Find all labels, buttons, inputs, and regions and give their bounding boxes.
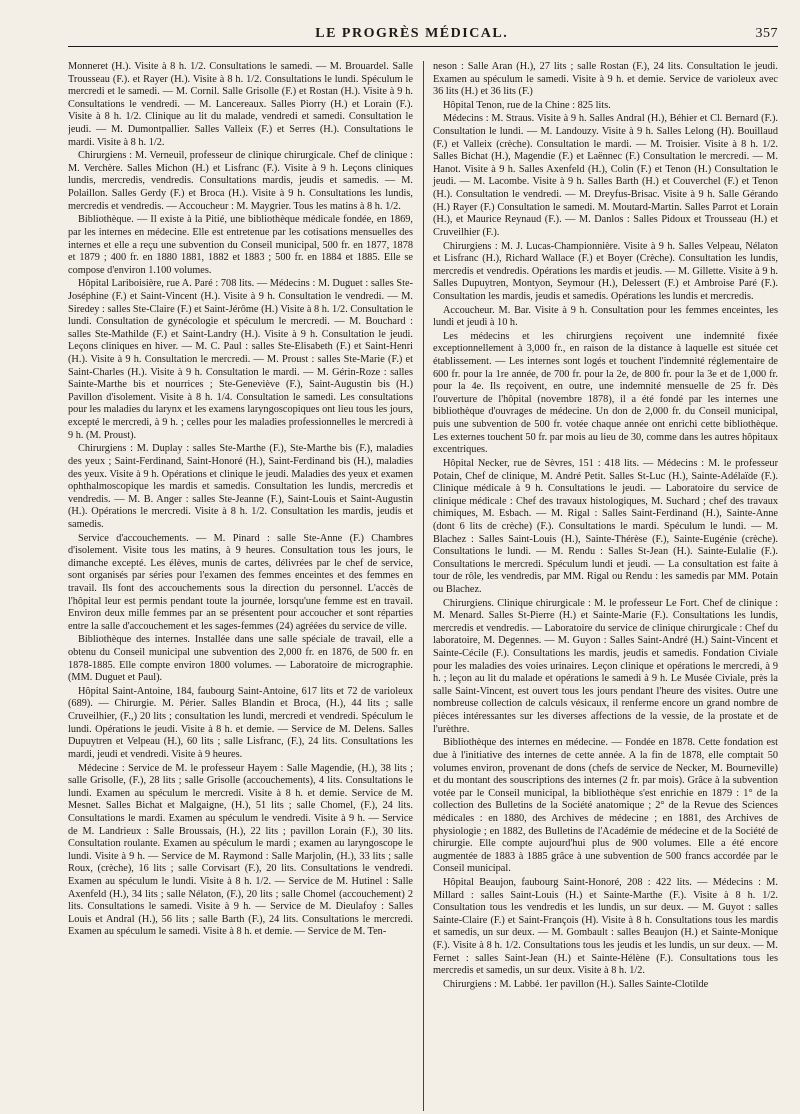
paragraph: Les médecins et les chirurgiens reçoivent une indemnité fixée exceptionnellement à 3,000 fr., en raison de la distance à laquelle est située cet établissement. — Les internes sont logés et touchent l'indemnité réglementaire de 600 fr. pour la 1re année, de 700 fr. pour la 2e, de 800 fr. pour la 3e et de 1,000 fr. pour la 4e. Ils reçoivent, en outre, une indemnité mensuelle de 25 fr. Dès l'ouverture de l'hôpital (novembre 1878), il a été fondé par les internes une bibliothèque d'ouvrages de médecine. Un don de 2,000 fr. du Conseil municipal, puis une subvention de 500 fr. votée chaque année ont enrichi cette bibliothèque. Les externes touchent 50 fr. par mois au lieu de 30, comme dans les autres hôpitaux excentriques. [433,330,778,456]
paragraph: Médecins : M. Straus. Visite à 9 h. Salles Andral (H.), Béhier et Cl. Bernard (F.). Consultation le lundi. — M. Landouzy. Visite à 9 h. Salles Lelong (H). Bouillaud (F.) et Valleix (crèche). Consultation le mardi. — M. Troisier. Visite à 8 h. 1/2. Salles Bichat (H.), Magendie (F.) et Laënnec (F.) Consultation le mercredi. — M. Hanot. Visite à 9 h. Salles Axenfeld (H.), Colin (F.) et Tenon (H.) Consultation le jeudi. — M. Lacombe. Visite à 9 h. Salles Barth (H.) et Couverchel (F.) et Tenon (H.). Consultation le vendredi. — M. Dreyfus-Brisac. Visite à 9 h. Salle Gérando (H.) Rayer (F.) Consultation le samedi. M. Moutard-Martin. Salles Parrot et Lorain (H.), et Maurice Reynaud (F.). — M. Danlos : Salles Pidoux et Trousseau (H.) et Cruveilhier (F.). [433,113,778,238]
right-column [423,61,778,1111]
page-number: 357 [755,26,778,41]
paragraph: Hôpital Beaujon, faubourg Saint-Honoré, 208 : 422 lits. — Médecins : M. Millard : salles Saint-Louis (H.) et Sainte-Marthe (F.). Visite à 8 h. 1/2. Consultation tous les vendredis et les lundis, un sur deux. — M. Guyot : salles Sainte-Claire (F.) et Saint-François (H). Visite à 8 h. Consultations tous les mardis et samedis, un sur deux. — M. Gombault : salles Beaujon (H.) et Sainte-Monique (F.). Visite à 8 h. 1/2. Consultations tous les jeudis et les lundis, un sur deux. — M. Fernet : salles Saint-Jean (H.) et Sainte-Hélène (F.). Consultations tous les mercredis et samedis, un sur deux. Visite à 8 h. 1/2. [433,877,778,977]
paragraph: neson : Salle Aran (H.), 27 lits ; salle Rostan (F.), 24 lits. Consultation le jeudi. Examen au spéculum le samedi. Visite à 9 h. et demie. Service de varioleux avec 36 lits (H.) et 36 lits (F.) [433,61,778,98]
paragraph: Accoucheur. M. Bar. Visite à 9 h. Consultation pour les femmes enceintes, les lundi et jeudi à 10 h. [433,304,778,329]
paragraph: Monneret (H.). Visite à 8 h. 1/2. Consultations le samedi. — M. Brouardel. Salle Trousseau (F.). et Rayer (H.). Visite à 8 h. 1/2. Consultations le lundi. Spéculum le mercredi et le samedi. — M. Cornil. Salle Grisolle (F.) et Rostan (H.). Visite à 9 h. Consultations le vendredi. — M. Lancereaux. Salles Piorry (H.) et Lorain (F.). Visite à 8 h. 1/2. Clinique au lit du malade, vendredi et samedi. Consultation le jeudi. — M. Dumontpallier. Salles Valleix (F.) et Serres (H.). Consultations le mardi. Visite à 8 h. 1/2. [68,61,413,148]
paragraph: Bibliothèque des internes en médecine. — Fondée en 1878. Cette fondation est due à l'initiative des internes de cette année. A la fin de 1878, elle comptait 50 volumes environ, provenant de dons (chefs de service de Necker, M. Bourneville) et du montant des souscriptions des internes (2 fr. par mois). Grâce à la subvention votée par le Conseil municipal, la bibliothèque s'est enrichie en 1879 : 1° de la collection des Bulletins de la Société anatomique ; 2° de la Revue des Sciences médicales : en 1880, des Archives de médecine ; en 1881, des Archives de physiologie ; en 1882, des Bulletins de l'Académie de médecine et de la Société de chirurgie. Elle compte aujourd'hui plus de 900 volumes. Elle a été encore augmentée de 1883 à 1885 grâce à une subvention de 500 francs accordée par le Conseil municipal. [433,737,778,875]
paragraph: Hôpital Saint-Antoine, 184, faubourg Saint-Antoine, 617 lits et 72 de varioleux (689). — Chirurgie. M. Périer. Salles Blandin et Broca, (H.), 44 lits ; salle Cruveilhier, (F.,) 20 lits ; consultation les lundi, mercredi et vendredi. Spéculum le lundi. Opérations le jeudi. Visite à 8 h. et demie. — Service de M. Delens. Salles Dupuytren et Velpeau (H.), 60 lits ; salle Lisfranc, (F.), 24 lits. Consultations les mardi, jeudi et vendredi. Visite à 9 heures. [68,685,413,760]
paragraph: Bibliothèque. — Il existe à la Pitié, une bibliothèque médicale fondée, en 1869, par les internes en médecine. Elle est entretenue par les cotisations mensuelles des internes et elle a reçu une subvention du Conseil municipal, 500 fr. en 1877, 1878 et 1879 ; 400 fr. en 1880 1881, 1882 et 1883 ; 500 fr. en 1884 et 1885. Elle se compose d'environ 1.100 volumes. [68,214,413,276]
paragraph: Chirurgiens : M. Duplay : salles Ste-Marthe (F.), Ste-Marthe bis (F.), maladies des yeux ; Saint-Ferdinand, Saint-Honoré (H.), Saint-Ferdinand bis (H.), maladies des yeux. Visite à 9 h. Opérations et clinique le jeudi. Maladies des yeux et examen ophthalmoscopique les mardis et samedis. Consultation les lundis, mercredis et vendredis. — M. B. Anger : salles Ste-Jeanne (F.), Saint-Louis et Saint-Augustin (H.). Opérations le mercredi. Visite à 8 h. 1/2. Consultation les mardis, jeudis et samedis. [68,443,413,530]
page-header [68,26,778,47]
paragraph: Service d'accouchements. — M. Pinard : salle Ste-Anne (F.) Chambres d'isolement. Visite tous les matins, à 9 heures. Consultation tous les jours, le dimanche excepté. Les élèves, munis de cartes, délivrées par le chef de service, sont organisés par séries pour l'examen des femmes enceintes et des femmes en travail. Ils font des accouchements sous la direction du personnel. L'accès de l'hôpital leur est permis pendant toute la journée, lorsqu'une femme est en travail. Environ deux mille femmes par an se présentent pour accoucher et sont réparties entre la salle d'accouchement et les sages-femmes (24) agréées du service de ville. [68,532,413,632]
paragraph: Médecine : Service de M. le professeur Hayem : Salle Magendie, (H.), 38 lits ; salle Grisolle, (F.), 28 lits ; salle Grisolle (accouchements), 4 lits. Consultations le lundi. Examen au spéculum le mercredi. Visite à 8 h. et demie. Service de M. Mesnet. Salles Bichat et Malgaigne, (H.), 51 lits ; salle Chomel, (F.), 24 lits. Consultations le mardi. Examen au spéculum le vendredi. Visite à 9 h. — Service de M. Landrieux : Salle Broussais, (H.), 22 lits ; pavillon Lorain (F.), 30 lits. Consultation roulante. Examen au spéculum le mardi ; examen au laryngoscope le lundi. Visite à 9 h. — Service de M. Raymond : Salle Marjolin, (H.), 33 lits ; salle Roux, (crèche), 16 lits ; salle Corvisart (F.), 20 lits. Consultations le vendredi. Examen au spéculum le lundi. Visite à 8 h. 1/2. — Service de M. Hutinel : Salle Axenfeld (H.), 34 lits ; salle Nélaton, (F.), 20 lits ; salle Chomel (accouchement) 2 lits. Consultations le samedi. Visite à 9 h. — Service de M. Dieulafoy : Salles Louis et Andral (H.), 56 lits ; salle Barth (F.), 24 lits. Consultations le mercredi. Examen au spéculum le samedi. Visite à 8 h. et demie. — Service de M. Ten- [68,762,413,938]
paragraph: Hôpital Necker, rue de Sèvres, 151 : 418 lits. — Médecins : M. le professeur Potain, Chef de clinique, M. André Petit. Salles St-Luc (H.), Sainte-Adélaïde (F.). Clinique médicale à 9 h. Consultations le jeudi. — Laboratoire du service de clinique médicale : Chef des travaux histologiques, M. Suchard ; chef des travaux chimiques, M. Esbach. — M. Rigal : Salles Saint-Ferdinand (H.), Sainte-Anne (dont 6 lits de crèche) (F.). Consultations le mardi. Spéculum le lundi. — M. Blachez : Salles Saint-Louis (H.), Sainte-Thérèse (F.), Sainte-Eugénie (crèche). Consultations le lundi. — M. Rendu : Salles St-Jean (H.). Sainte-Eulalie (F.). Consultations le mercredi. Spéculum lundi et jeudi. — La consultation est faite à tour de rôle, les vendredis, par MM. Rigal ou Rendu : les samedis par MM. Potain ou Blachez. [433,457,778,595]
paragraph: Chirurgiens : M. J. Lucas-Championnière. Visite à 9 h. Salles Velpeau, Nélaton et Lisfranc (H.), Richard Wallace (F.) et Boyer (Crèche). Consultation les lundis, mercredis et vendredis. Opérations les mardis et jeudis. — M. Gillette. Visite à 9 h. Salles Dupuytren, Montyon, Seymour (H.), Delessert (F.) et Ambroise Paré (F.). Consultation les mardis, jeudis et samedis. Opérations les lundis et mercredis. [433,240,778,302]
paragraph: Hôpital Tenon, rue de la Chine : 825 lits. [443,99,611,111]
paragraph: Chirurgiens : M. Labbé. 1er pavillon (H.). Salles Sainte-Clotilde [443,978,709,990]
left-column [68,61,413,1111]
paragraph: Bibliothèque des internes. Installée dans une salle spéciale de travail, elle a obtenu du Conseil municipal une subvention des 2,000 fr. en 1876, de 500 fr. en 1878-1885. Elle compte environ 1800 volumes. — Laboratoire de micrographie. (MM. Duguet et Paul). [68,634,413,684]
text-columns [68,61,778,1111]
journal-title: LE PROGRÈS MÉDICAL. [315,26,509,41]
paragraph: Hôpital Lariboisière, rue A. Paré : 708 lits. — Médecins : M. Duguet : salles Ste-Joséphine (F.) et Saint-Vincent (H.). Visite à 9 h. Consultation le vendredi. — M. Siredey : salles Ste-Claire (F.) et Saint-Jérôme (H.) Visite à 8 h. 1/2. Consultation le lundi. Consultation de gynécologie et spéculum le mercredi. — M. Bouchard : salles Ste-Mathilde (F.) et Saint-Landry (H.). Visite à 9 h. Consultation le jeudi. Leçons cliniques en hiver. — M. C. Paul : salles Ste-Elisabeth (F.) et Saint-Henri (H.). Visite à 9 h. Consultation le mercredi. — M. Proust : salles Ste-Marie (F.) et Saint-Charles (H.). Visite à 9 h. Consultation le mardi. — M. Gérin-Roze : salles Sainte-Marthe bis et nourrices ; Ste-Geneviève (F.), Saint-Augustin bis (H.) Pavillon d'isolement. Visite à 8 h. 1/4. Consultation le samedi. Les consultations pour les maladies du larynx et les examens laryngoscopiques ont lieu tous les jours, excepté le mercredi, à 9 h. ; celles pour les maladies professionnelles le mercredi à 9 h. (M. Proust). [68,278,413,441]
paragraph: Chirurgiens : M. Verneuil, professeur de clinique chirurgicale. Chef de clinique : M. Verchère. Salles Michon (H.) et Lisfranc (F.). Visite à 9 h. Leçons cliniques lundis, mercredis, vendredis. Consultations mardis, jeudis et samedis. — M. Polaillon. Salles Gerdy (F.) et Broca (H.). Visite à 9 h. Consultations les lundis, mercredis et vendredis. — Accoucheur : M. Maygrier. Tous les matins à 8 h. 1/2. [68,150,413,212]
paragraph: Chirurgiens. Clinique chirurgicale : M. le professeur Le Fort. Chef de clinique : M. Menard. Salles St-Pierre (H.) et Sainte-Marie (F.). Consultations les lundis, mercredis et vendredis. — Laboratoire du service de clinique chirurgicale : Chef du laboratoire, M. Degennes. — M. Guyon : Salles Saint-André (H.) Saint-Vincent et Sainte-Cécile (F.). Consultations les mardis, jeudis et samedis. Fondation Civiale pour les maladies des voies urinaires. Leçon clinique et opérations le mercredi, à 9 h. ; leçon au lit du malade et opérations le samedi à 9 h. Le Musée Civiale, près la salle Saint-Vincent, est ouvert tous les jours pendant l'heure des visites. Outre une nombreuse collection de calculs vésicaux, il renferme encore un grand nombre de pièces intéressantes sur les diverses affections de la vessie, de la prostate et de l'urèthre. [433,597,778,735]
